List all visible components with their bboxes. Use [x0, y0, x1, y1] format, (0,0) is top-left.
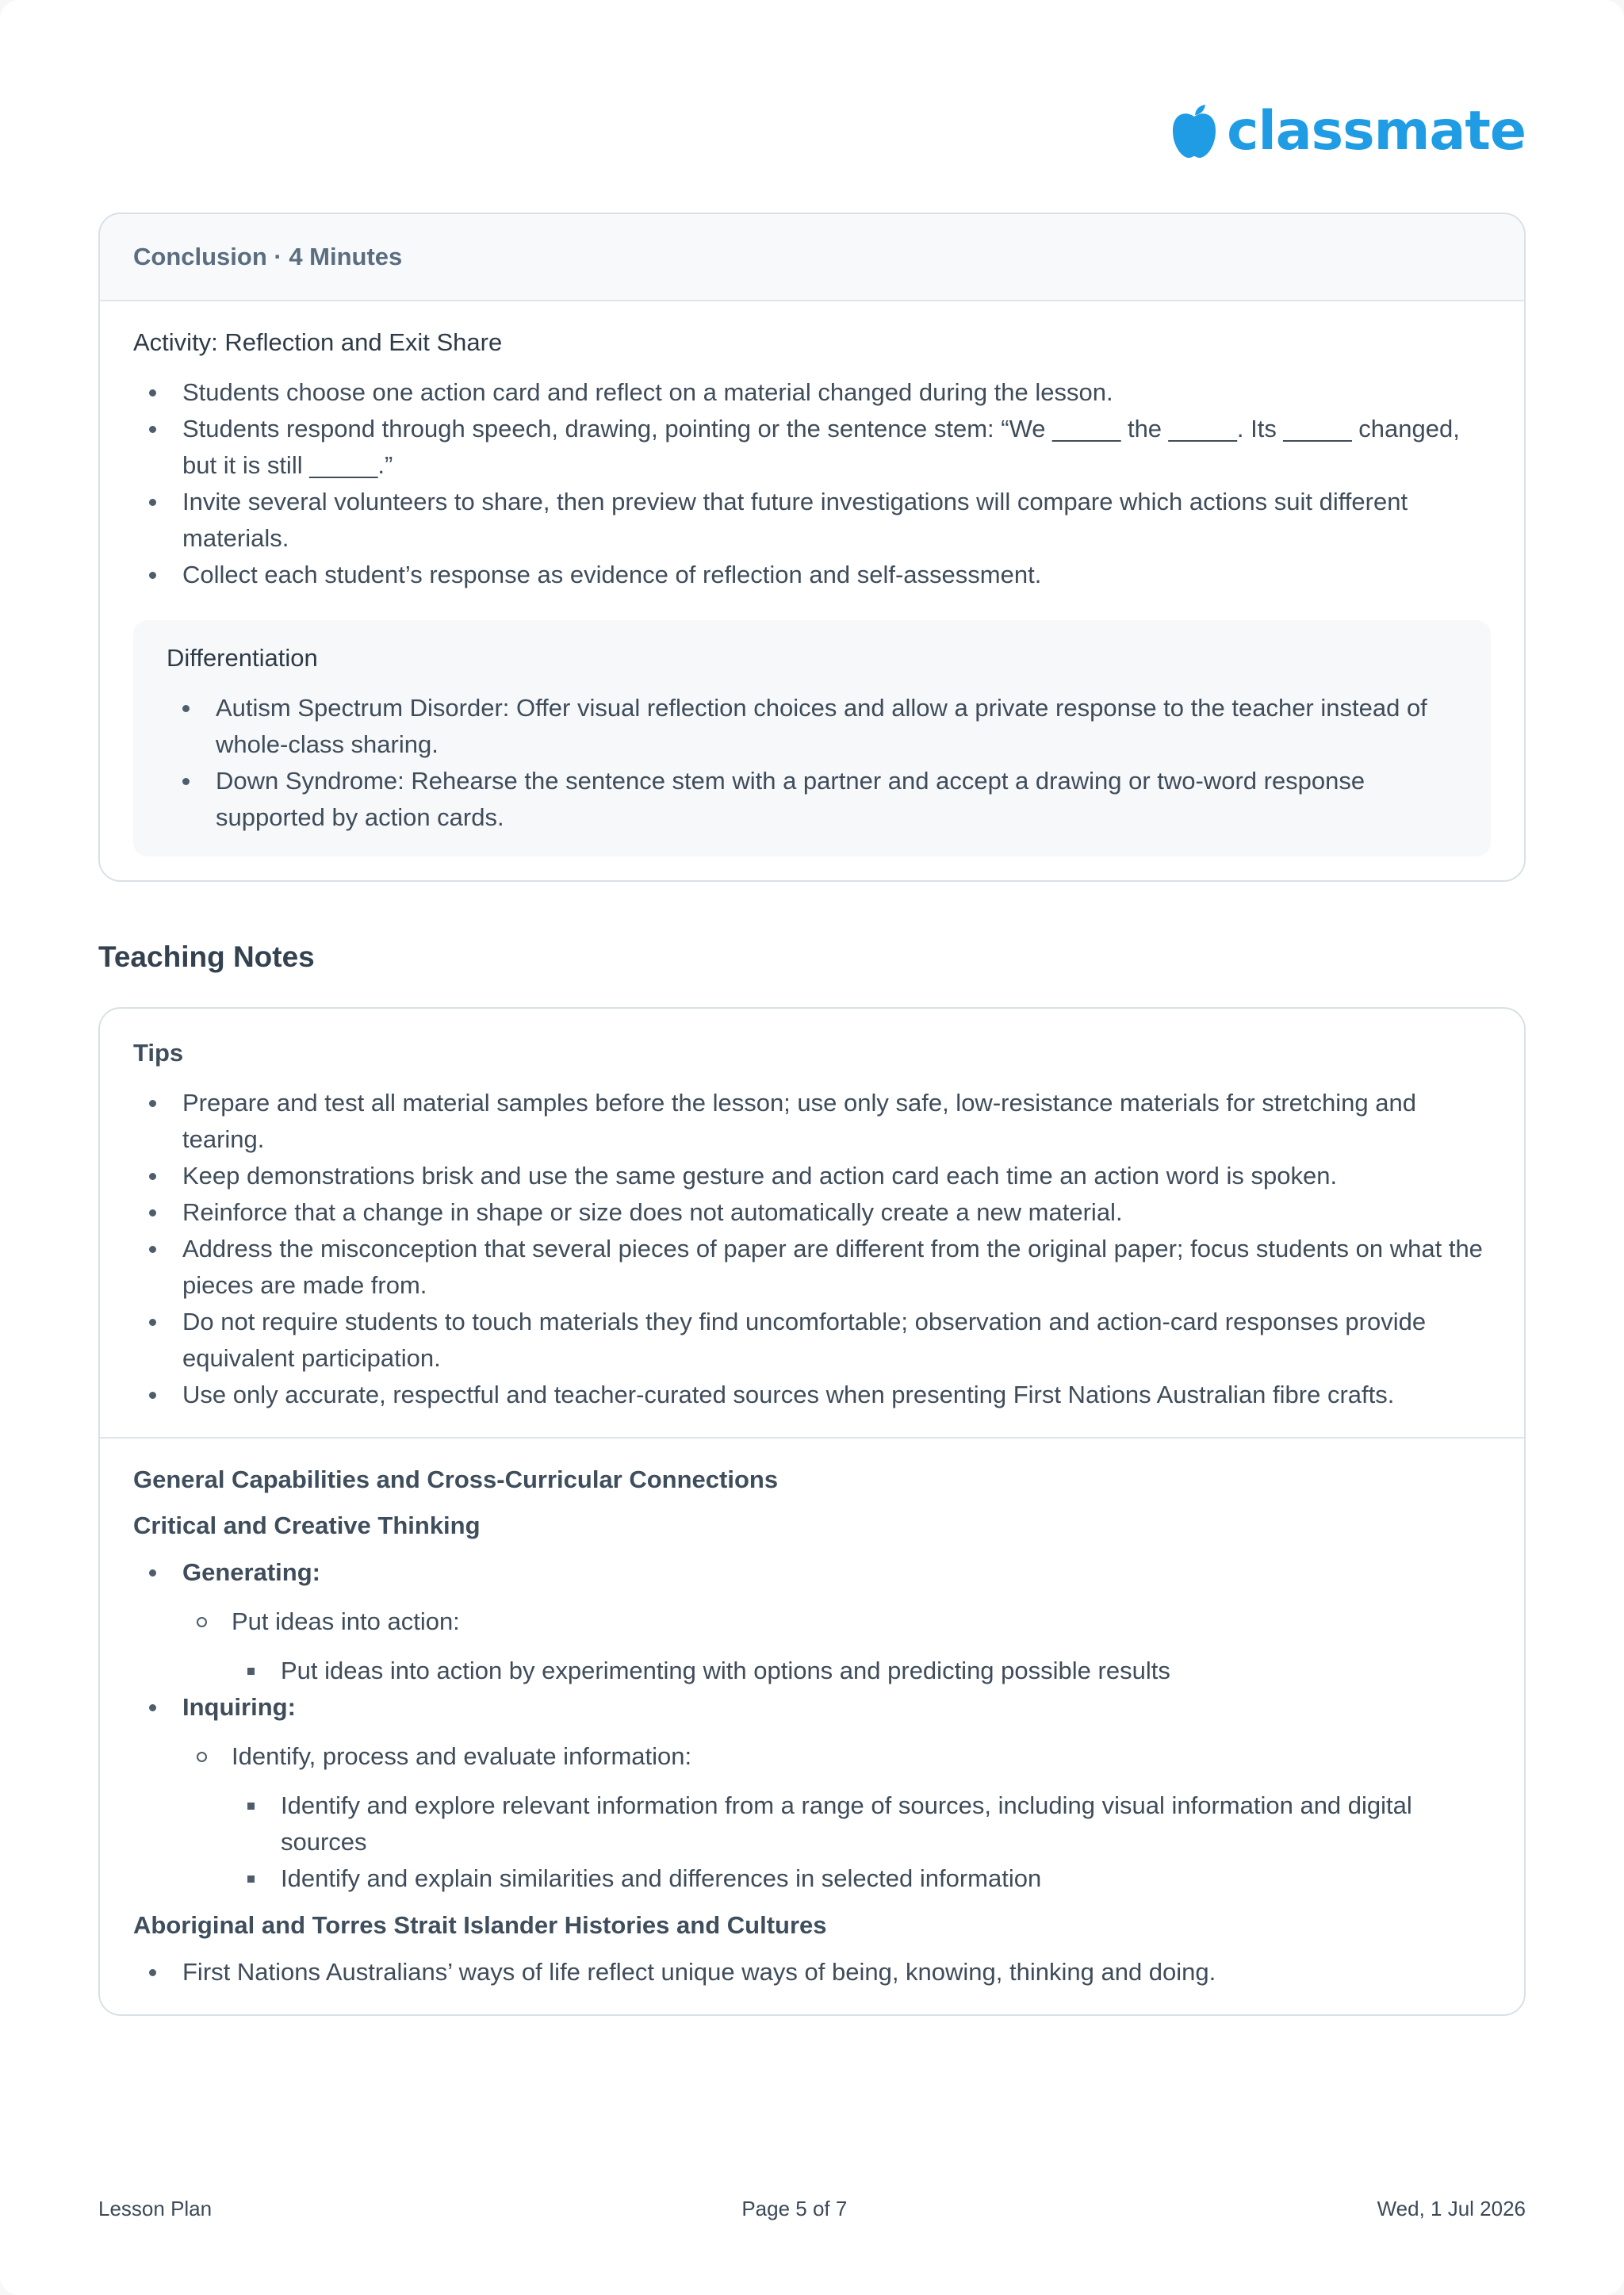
- critical-thinking-title: Critical and Creative Thinking: [133, 1511, 481, 1539]
- list-item: Keep demonstrations brisk and use the same gesture and action card each time an action word is spoken.: [133, 1158, 1491, 1194]
- inquiring-sub-list: [133, 1738, 1491, 1897]
- aboriginal-title: Aboriginal and Torres Strait Islander Histories and Cultures: [133, 1911, 827, 1939]
- list-item: First Nations Australians’ ways of life reflect unique ways of being, knowing, thinking and doing.: [133, 1954, 1491, 1990]
- differentiation-box: [133, 620, 1491, 856]
- footer-date: Wed, 1 Jul 2026: [1377, 2197, 1526, 2220]
- conclusion-body: [100, 301, 1524, 880]
- differentiation-list: [167, 690, 1457, 836]
- conclusion-card: [98, 213, 1526, 882]
- tips-title: Tips: [133, 1039, 184, 1067]
- apple-icon: [1170, 104, 1219, 159]
- tips-list: [133, 1085, 1491, 1413]
- list-item: Down Syndrome: Rehearse the sentence stem with a partner and accept a drawing or two-word response supported by action cards.: [167, 763, 1457, 836]
- list-item: [182, 1738, 1491, 1897]
- list-item: Reinforce that a change in shape or size does not automatically create a new material.: [133, 1194, 1491, 1231]
- list-item: Students choose one action card and reflect on a material changed during the lesson.: [133, 374, 1491, 411]
- list-item: Use only accurate, respectful and teacher-curated sources when presenting First Nations Australian fibre crafts.: [133, 1377, 1491, 1413]
- critical-thinking-list: [133, 1554, 1491, 1897]
- activity-title: Activity: Reflection and Exit Share: [133, 328, 503, 356]
- footer-page-number: Page 5 of 7: [741, 2197, 848, 2220]
- list-item: Invite several volunteers to share, then preview that future investigations will compare which actions suit different materials.: [133, 484, 1491, 557]
- capabilities-title: General Capabilities and Cross-Curricular Connections: [133, 1466, 779, 1493]
- teaching-notes-title: Teaching Notes: [98, 941, 315, 973]
- tips-section: [100, 1009, 1524, 1437]
- differentiation-title: Differentiation: [167, 644, 318, 672]
- generating-sub-list: [133, 1603, 1491, 1689]
- list-item: Identify and explore relevant information from a range of sources, including visual information and digital sources: [232, 1787, 1491, 1860]
- aboriginal-list: [133, 1954, 1491, 1990]
- list-item: Do not require students to touch materials they find uncomfortable; observation and action-card responses provide equivalent participation.: [133, 1304, 1491, 1377]
- list-item: Collect each student’s response as evidence of reflection and self-assessment.: [133, 557, 1491, 593]
- list-item: Autism Spectrum Disorder: Offer visual reflection choices and allow a private response to the teacher instead of whole-class sharing.: [167, 690, 1457, 763]
- brand-logo: [1170, 100, 1526, 163]
- conclusion-header: Conclusion · 4 Minutes: [100, 214, 1524, 301]
- activity-list: [133, 374, 1491, 593]
- list-item: [182, 1603, 1491, 1689]
- list-item: Students respond through speech, drawing, pointing or the sentence stem: “We _____ the _____. Its _____ changed, but it is still _____.”: [133, 411, 1491, 484]
- generating-detail-list: [182, 1653, 1491, 1689]
- generating-label: Generating:: [182, 1558, 320, 1586]
- logo-text: classmate: [1227, 100, 1526, 163]
- inquiring-detail-list: [182, 1787, 1491, 1897]
- list-item: Address the misconception that several pieces of paper are different from the original paper; focus students on what the pieces are made from.: [133, 1231, 1491, 1304]
- inquiring-label: Inquiring:: [182, 1693, 296, 1721]
- page-footer: [98, 2197, 1526, 2221]
- inquiring-sub: Identify, process and evaluate information:: [232, 1742, 692, 1770]
- list-item: Put ideas into action by experimenting with options and predicting possible results: [232, 1653, 1491, 1689]
- generating-sub: Put ideas into action:: [232, 1607, 460, 1635]
- list-item: Prepare and test all material samples before the lesson; use only safe, low-resistance materials for stretching and tearing.: [133, 1085, 1491, 1158]
- teaching-notes-card: [98, 1007, 1526, 2016]
- list-item: Identify and explain similarities and differences in selected information: [232, 1860, 1491, 1897]
- footer-doc-type: Lesson Plan: [98, 2197, 213, 2220]
- capabilities-section: [100, 1437, 1524, 2014]
- list-item-inquiring: [133, 1689, 1491, 1897]
- list-item-generating: [133, 1554, 1491, 1689]
